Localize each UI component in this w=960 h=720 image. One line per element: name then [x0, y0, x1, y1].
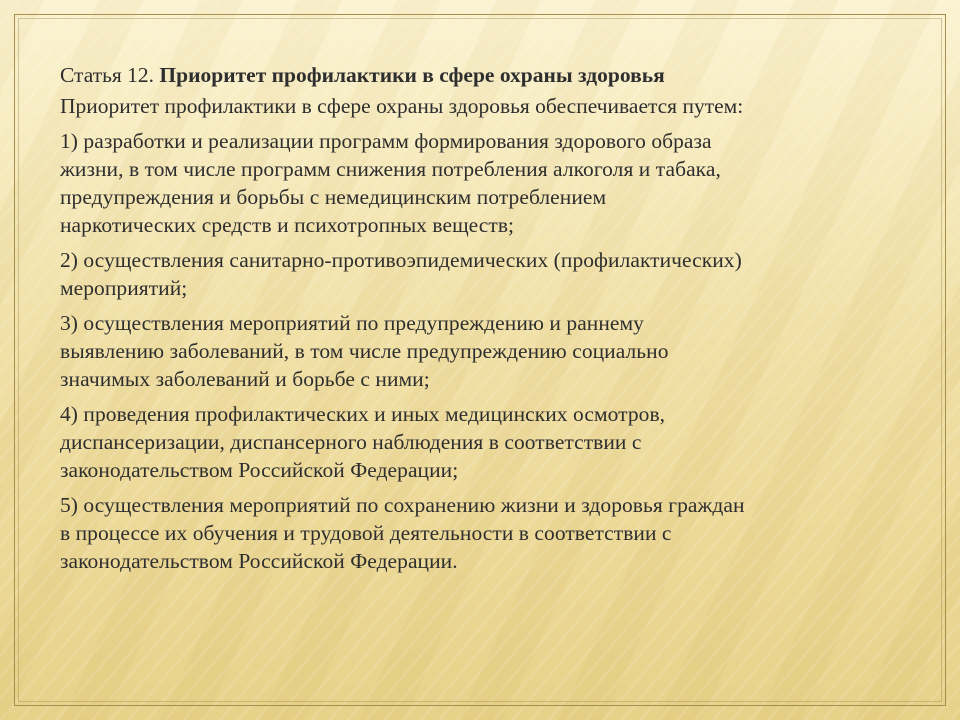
list-item-line: 5) осуществления мероприятий по сохранению жизни и здоровья граждан	[60, 493, 745, 517]
list-item-line: 2) осуществления санитарно-противоэпидемических (профилактических)	[60, 248, 742, 272]
article-title: Приоритет профилактики в сфере охраны здоровья	[159, 63, 665, 87]
list-item-line: выявлению заболеваний, в том числе предупреждению социально	[60, 339, 669, 363]
list-item-line: диспансеризации, диспансерного наблюдения в соответствии с	[60, 430, 642, 454]
list-item-5	[60, 491, 920, 575]
list-item-line: наркотических средств и психотропных веществ;	[60, 213, 515, 237]
list-item-line: законодательством Российской Федерации.	[60, 549, 458, 573]
list-item-4	[60, 400, 920, 484]
intro-paragraph: Приоритет профилактики в сфере охраны здоровья обеспечивается путем:	[60, 94, 744, 118]
list-item-3	[60, 309, 920, 393]
list-item-line: законодательством Российской Федерации;	[60, 458, 459, 482]
list-item-line: значимых заболеваний и борьбе с ними;	[60, 367, 430, 391]
list-item-line: 3) осуществления мероприятий по предупреждению и раннему	[60, 311, 644, 335]
slide-content	[60, 61, 920, 582]
list-item-line: предупреждения и борьбы с немедицинским потреблением	[60, 185, 607, 209]
list-item-line: 1) разработки и реализации программ формирования здорового образа	[60, 129, 712, 153]
list-item-line: жизни, в том числе программ снижения потребления алкоголя и табака,	[60, 157, 721, 181]
list-item-1	[60, 127, 920, 239]
article-heading	[60, 61, 920, 89]
list-item-line: 4) проведения профилактических и иных медицинских осмотров,	[60, 402, 666, 426]
list-item-line: в процессе их обучения и трудовой деятельности в соответствии с	[60, 521, 672, 545]
list-item-2	[60, 246, 920, 302]
list-item-line: мероприятий;	[60, 276, 188, 300]
article-label: Статья 12.	[60, 63, 155, 87]
